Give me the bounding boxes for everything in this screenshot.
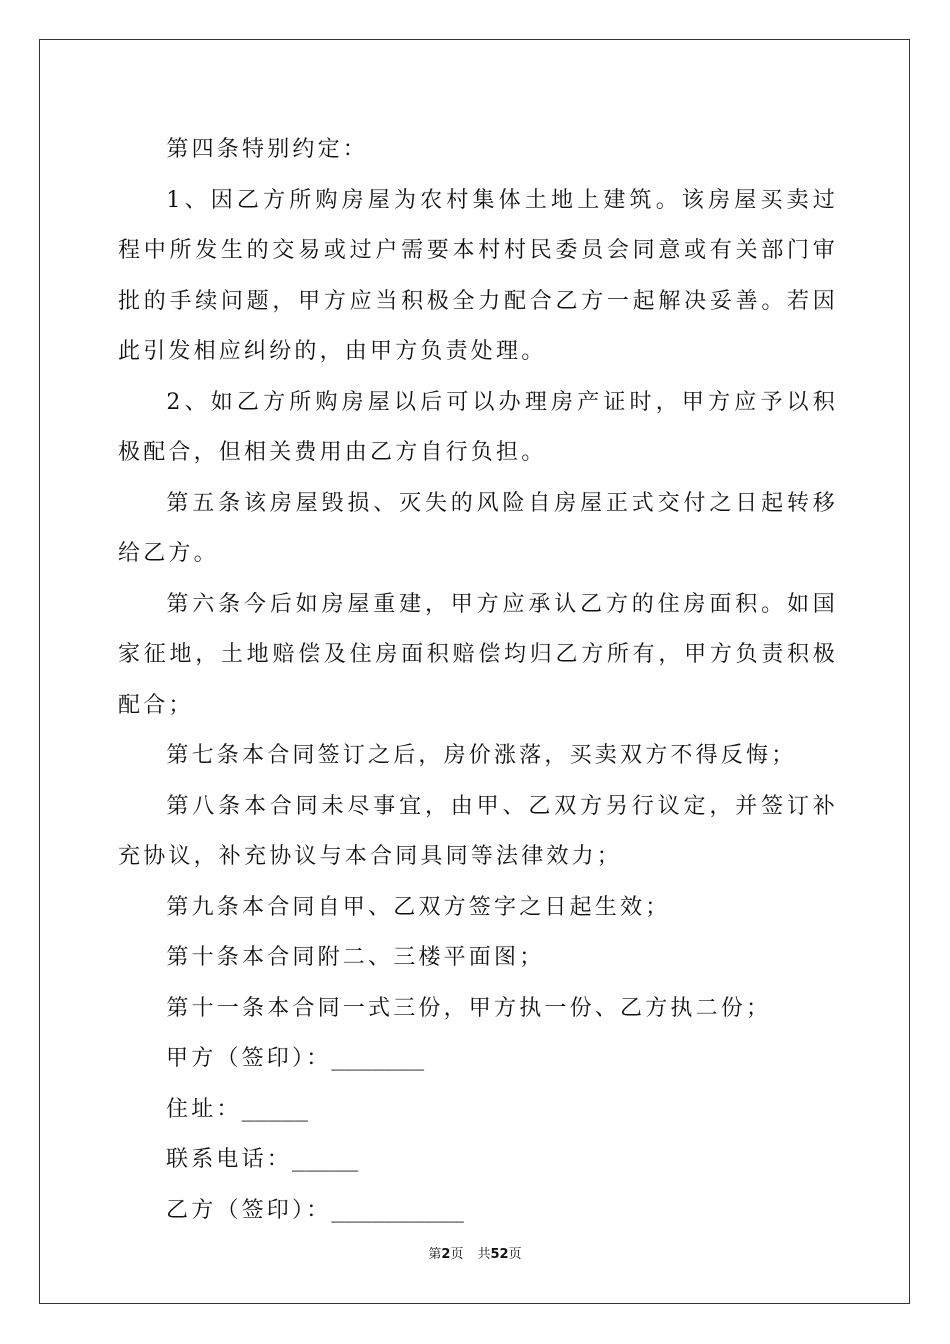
page-prefix: 第 xyxy=(428,1247,442,1262)
paragraph-article-4-item-2: 2、如乙方所购房屋以后可以办理房产证时，甲方应予以积极配合，但相关费用由乙方自行负担。 xyxy=(118,389,838,465)
paragraph-article-10: 第十条本合同附二、三楼平面图； xyxy=(166,945,545,970)
paragraph-article-8: 第八条本合同未尽事宜，由甲、乙双方另行议定，并签订补充协议，补充协议与本合同具同等法律效力； xyxy=(118,793,838,869)
total-suffix: 页 xyxy=(508,1247,522,1262)
signature-party-b-blank: __________ xyxy=(331,1197,464,1223)
signature-party-a-label: 甲方（签印）： xyxy=(166,1046,332,1071)
paragraph-article-9: 第九条本合同自甲、乙双方签字之日起生效； xyxy=(166,894,671,920)
paragraph-article-11: 第十一条本合同一式三份，甲方执一份、乙方执二份； xyxy=(166,995,772,1021)
signature-party-b-label: 乙方（签印）： xyxy=(166,1197,332,1223)
paragraph-article-5: 第五条该房屋毁损、灭失的风险自房屋正式交付之日起转移给乙方。 xyxy=(118,490,838,566)
signature-address xyxy=(118,1085,838,1136)
signature-phone xyxy=(118,1135,838,1186)
total-pages: 52 xyxy=(490,1247,509,1262)
signature-party-b xyxy=(118,1186,838,1237)
paragraph-article-4-title: 第四条特别约定： xyxy=(166,137,368,162)
paragraph-article-4-item-1: 1、因乙方所购房屋为农村集体土地上建筑。该房屋买卖过程中所发生的交易或过户需要本村村民委员会同意或有关部门审批的手续问题，甲方应当积极全力配合乙方一起解决妥善。若因此引发相应纠纷的，由甲方负责处理。 xyxy=(118,187,838,364)
signature-party-a xyxy=(118,1034,838,1085)
page-footer xyxy=(0,1247,950,1263)
signature-address-blank: _____ xyxy=(241,1096,308,1122)
signature-address-label: 住址： xyxy=(166,1096,242,1122)
signature-phone-label: 联系电话： xyxy=(166,1147,293,1172)
signature-party-a-blank: _______ xyxy=(331,1046,425,1071)
page-suffix: 页 xyxy=(450,1247,464,1262)
paragraph-article-6: 第六条今后如房屋重建，甲方应承认乙方的住房面积。如国家征地，土地赔偿及住房面积赔偿均归乙方所有，甲方负责积极配合； xyxy=(118,591,838,718)
document-body xyxy=(118,125,838,1236)
page-number: 2 xyxy=(441,1247,451,1262)
paragraph-article-7: 第七条本合同签订之后，房价涨落，买卖双方不得反悔； xyxy=(166,743,797,768)
total-prefix: 共 xyxy=(477,1247,491,1262)
signature-phone-blank: _____ xyxy=(292,1147,359,1172)
